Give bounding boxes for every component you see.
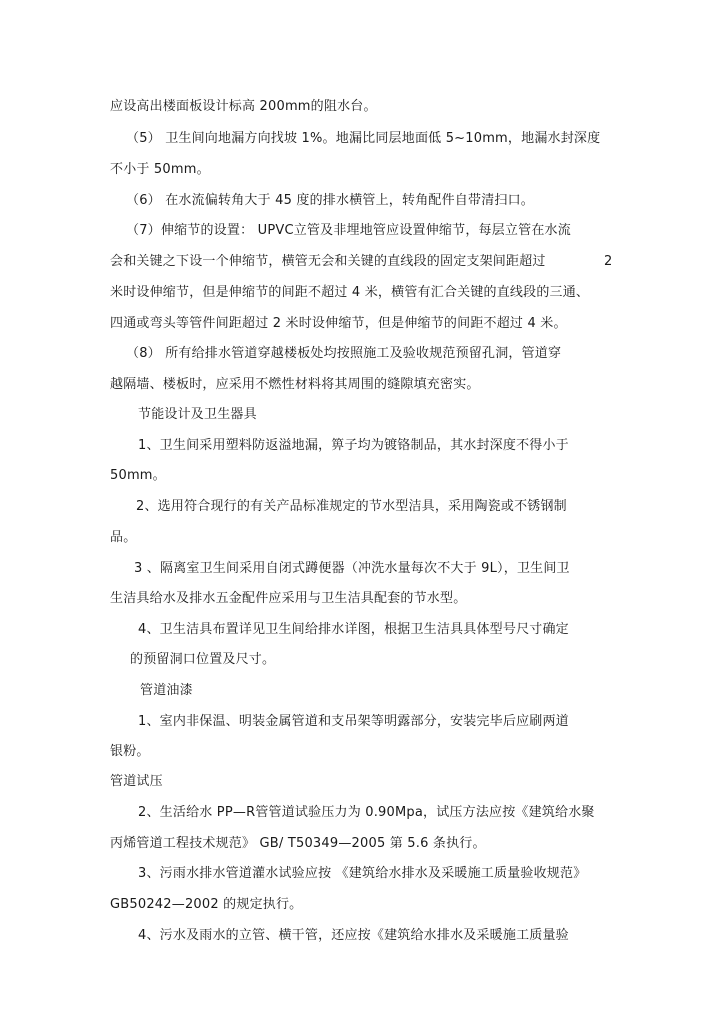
text-line: 越隔墙、楼板时，应采用不燃性材料将其周围的缝隙填充密实。 [110,377,480,392]
text-line: 2、选用符合现行的有关产品标准规定的节水型洁具，采用陶瓷或不锈钢制 [136,499,567,514]
text-line: 2、生活给水 PP—R管管道试验压力为 0.90Mpa，试压方法应按《建筑给水聚 [138,805,595,820]
text-line: （6） 在水流偏转角大于 45 度的排水横管上，转角配件自带清扫口。 [126,193,535,208]
text-line: 1、卫生间采用塑料防返溢地漏，箅子均为镀铬制品，其水封深度不得小于 [138,438,569,453]
text-line: 银粉。 [110,744,150,759]
text-line: 丙烯管道工程技术规范》 GB/ T50349—2005 第 5.6 条执行。 [110,836,486,851]
section-heading: 管道油漆 [140,683,193,698]
text-line: 四通或弯头等管件间距超过 2 米时设伸缩节，但是伸缩节的间距不超过 4 米。 [110,316,567,331]
text-line: （5） 卫生间向地漏方向找坡 1%。地漏比同层地面低 5~10mm，地漏水封深度 [126,131,601,146]
text-line: 1、室内非保温、明装金属管道和支吊架等明露部分，安装完毕后应刷两道 [138,714,569,729]
text-line: 品。 [110,530,137,545]
text-line: 应设高出楼面板设计标高 200mm的阻水台。 [110,99,377,114]
text-line: 2 [604,254,613,269]
text-line: 3、污雨水排水管道灌水试验应按 《建筑给水排水及采暖施工质量验收规范》 [138,866,587,881]
section-heading: 节能设计及卫生器具 [138,407,257,422]
text-line: 4、卫生洁具布置详见卫生间给排水详图，根据卫生洁具具体型号尺寸确定 [138,622,569,637]
text-line: GB50242—2002 的规定执行。 [110,897,303,912]
text-line: 生洁具给水及排水五金配件应采用与卫生洁具配套的节水型。 [110,591,467,606]
text-line: 的预留洞口位置及尺寸。 [130,652,276,667]
text-line: 会和关键之下设一个伸缩节，横管无会和关键的直线段的固定支架间距超过 [110,254,546,269]
text-line: 3 、隔离室卫生间采用自闭式蹲便器（冲洗水量每次不大于 9L），卫生间卫 [134,561,570,576]
text-line: 米时设伸缩节，但是伸缩节的间距不超过 4 米，横管有汇合关键的直线段的三通、 [110,285,590,300]
text-line: 不小于 50mm。 [110,162,210,177]
text-line: 50mm。 [110,468,166,483]
text-line: 4、污水及雨水的立管、横干管，还应按《建筑给水排水及采暖施工质量验 [138,928,569,943]
text-line: （7）伸缩节的设置： UPVC立管及非埋地管应设置伸缩节，每层立管在水流 [126,223,571,238]
text-line: （8） 所有给排水管道穿越楼板处均按照施工及验收规范预留孔洞，管道穿 [126,346,562,361]
section-heading: 管道试压 [110,774,163,789]
